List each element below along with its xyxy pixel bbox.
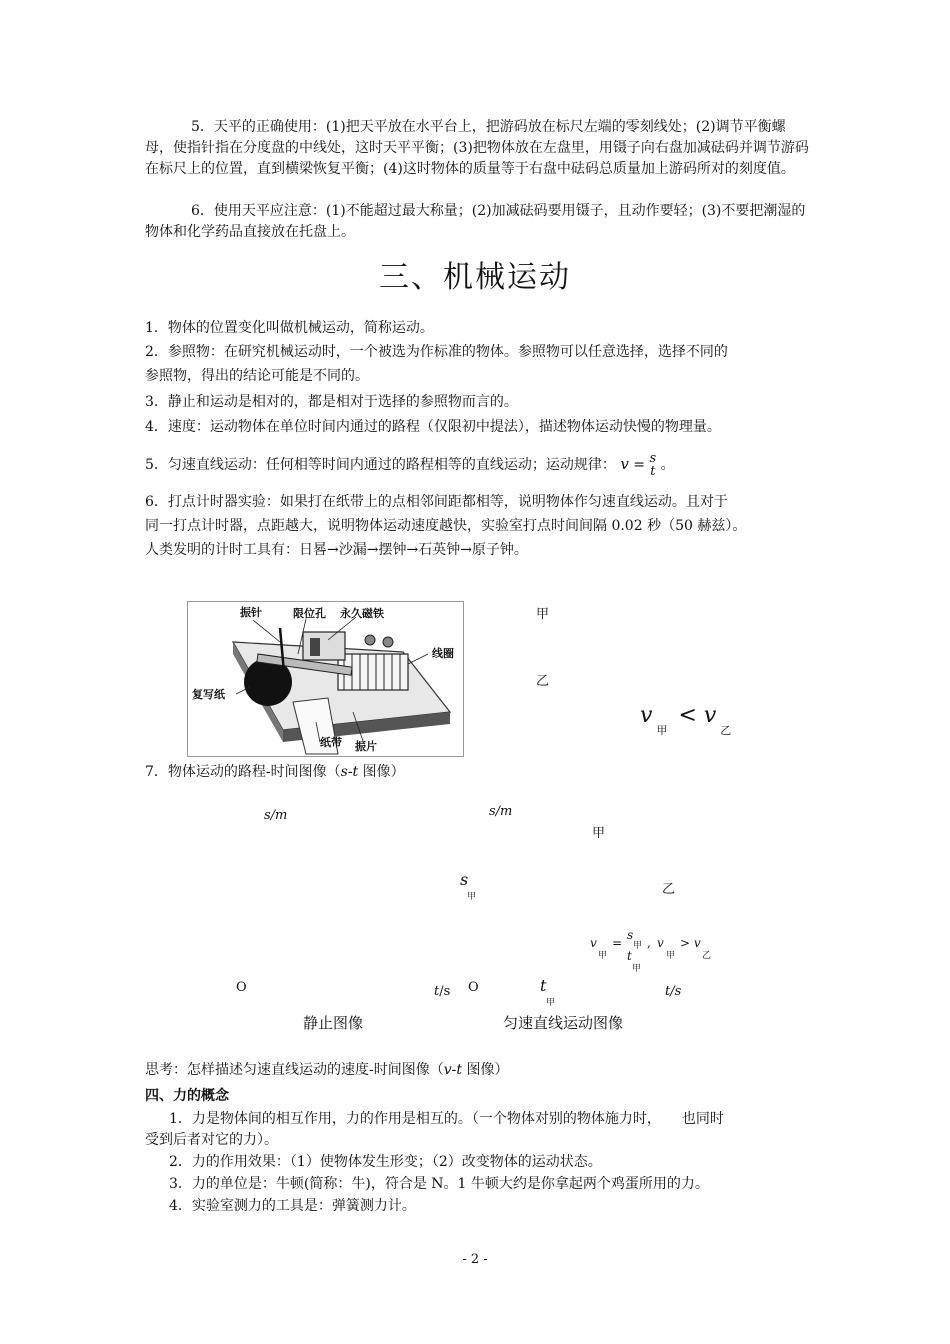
think-prefix: 思考：怎样描述匀速直线运动的速度-时间图像（ (145, 1062, 444, 1078)
formula-v: v (590, 936, 597, 950)
speed-op: < v (678, 703, 717, 728)
motion-item-7 (145, 761, 809, 783)
formula-gt: > v (680, 936, 701, 950)
motion-item-1: 1．物体的位置变化叫做机械运动，简称运动。 (145, 320, 434, 336)
label-coil: 线圈 (432, 647, 454, 660)
motion-item-6-line3: 人类发明的计时工具有：日晷→沙漏→摆钟→石英钟→原子钟。 (145, 542, 528, 558)
formula-v3-sub: 乙 (702, 951, 712, 961)
motion-item-5-text: 5．匀速直线运动：任何相等时间内通过的路程相等的直线运动；运动规律： (145, 457, 616, 473)
page-number: - 2 - (462, 1252, 488, 1267)
right-graph-s-var: s (460, 870, 469, 889)
formula-num-sub: 甲 (633, 941, 643, 951)
motion-item-5-end: 。 (660, 457, 675, 473)
section-title-force: 四、力的概念 (145, 1088, 229, 1104)
force-item-2: 2．力的作用效果：（1）使物体发生形变；（2）改变物体的运动状态。 (169, 1154, 602, 1170)
left-graph-origin: O (236, 980, 247, 995)
left-graph-ylabel: s/m (264, 808, 288, 823)
left-xlabel-t: t (434, 984, 440, 999)
right-graph-xlabel: t/s (665, 984, 682, 999)
formula-v2-sub: 甲 (666, 951, 676, 961)
right-graph-yi: 乙 (662, 882, 676, 897)
left-graph-xlabel (434, 984, 450, 999)
right-graph-t-var: t (540, 976, 547, 995)
motion-item-2: 2．参照物：在研究机械运动时，一个被选为作标准的物体。参照物可以任意选择，选择不同的 (145, 344, 728, 360)
right-graph-s-sub: 甲 (467, 892, 477, 902)
ticker-timer-illustration (188, 602, 463, 756)
label-permanent-magnet: 永久磁铁 (340, 607, 384, 620)
motion-item-6-line1: 6．打点计时器实验：如果打在纸带上的点相邻间距都相等，说明物体作匀速直线运动。且对于 (145, 494, 728, 510)
tape-label-jia: 甲 (536, 607, 550, 622)
formula-den: t (627, 949, 632, 963)
left-xlabel-unit: /s (439, 984, 451, 999)
speed-v1: v (640, 703, 653, 728)
formula-comma: , (647, 936, 651, 950)
force-item-1-cont: 受到后者对它的力）。 (145, 1132, 278, 1148)
right-graph-jia: 甲 (592, 826, 606, 841)
motion-item-4: 4．速度：运动物体在单位时间内通过的路程（仅限初中提法），描述物体运动快慢的物理量。 (145, 419, 721, 435)
speed-sub-yi: 乙 (720, 724, 732, 737)
item7-italic: s-t (340, 764, 359, 780)
left-graph-caption: 静止图像 (303, 1014, 364, 1032)
right-graph-ylabel: s/m (489, 804, 513, 819)
balance-usage-paragraph: 5．天平的正确使用：(1)把天平放在水平台上，把游码放在标尺左端的零刻线处；(2)调节平衡螺母，使指针指在分度盘的中线处，这时天平平衡；(3)把物体放在左盘里，用镊子向右盘加减砝码并调节游码在标尺上的位置，直到横梁恢复平衡；(4)这时物体的质量等于右盘中砝码总质量加上游码所对的刻度值。 (145, 119, 809, 177)
item7-prefix: 7．物体运动的路程-时间图像（ (145, 764, 341, 780)
tape-label-yi: 乙 (536, 674, 550, 689)
fraction-numerator: s (649, 451, 657, 466)
balance-notes-paragraph: 6．使用天平应注意：(1)不能超过最大称量；(2)加减砝码要用镊子，且动作要轻；(3)不要把潮湿的物体和化学药品直接放在托盘上。 (145, 203, 806, 240)
speed-formula (590, 928, 720, 972)
formula-den-sub: 甲 (632, 964, 642, 974)
formula-v-sub: 甲 (598, 951, 608, 961)
force-item-3: 3．力的单位是：牛顿(简称：牛)，符合是 N。1 牛顿大约是你拿起两个鸡蛋所用的力。 (169, 1176, 709, 1192)
force-item-4: 4．实验室测力的工具是：弹簧测力计。 (169, 1198, 416, 1214)
motion-item-6-line2: 同一打点计时器，点距越大，说明物体运动速度越快，实验室打点时间间隔 0.02 秒（50 赫兹）。 (145, 518, 747, 534)
label-carbon-paper: 复写纸 (192, 688, 225, 701)
think-suffix: 图像） (462, 1062, 509, 1078)
formula-v2: v (657, 936, 664, 950)
motion-item-3: 3．静止和运动是相对的，都是相对于选择的参照物而言的。 (145, 394, 518, 410)
motion-item-5 (145, 452, 809, 478)
label-paper-tape: 纸带 (320, 736, 342, 749)
right-graph-origin: O (468, 980, 479, 995)
fraction-denominator: t (650, 464, 656, 479)
item7-suffix: 图像） (358, 764, 405, 780)
force-item-1: 1．力是物体间的相互作用，力的作用是相互的。（一个物体对别的物体施力时， 也同时 (169, 1111, 724, 1127)
think-italic: v-t (443, 1062, 462, 1078)
equals-sign: = (633, 457, 646, 473)
speed-sub-jia: 甲 (656, 724, 668, 737)
label-vibrating-needle: 振针 (240, 606, 262, 619)
motion-item-2-cont: 参照物，得出的结论可能是不同的。 (145, 368, 369, 384)
ticker-timer-diagram (187, 601, 464, 757)
velocity-fraction (649, 452, 656, 478)
think-question (145, 1059, 809, 1081)
formula-eq: = (612, 936, 623, 950)
label-limit-hole: 限位孔 (293, 607, 326, 620)
label-vibrating-plate: 振片 (355, 740, 377, 753)
right-graph-t-sub: 甲 (546, 998, 556, 1008)
velocity-symbol: v (620, 455, 629, 473)
section-title-mechanical-motion: 三、机械运动 (379, 260, 571, 295)
right-graph-caption: 匀速直线运动图像 (503, 1014, 624, 1032)
speed-comparison (640, 703, 732, 737)
formula-num: s (627, 928, 634, 942)
